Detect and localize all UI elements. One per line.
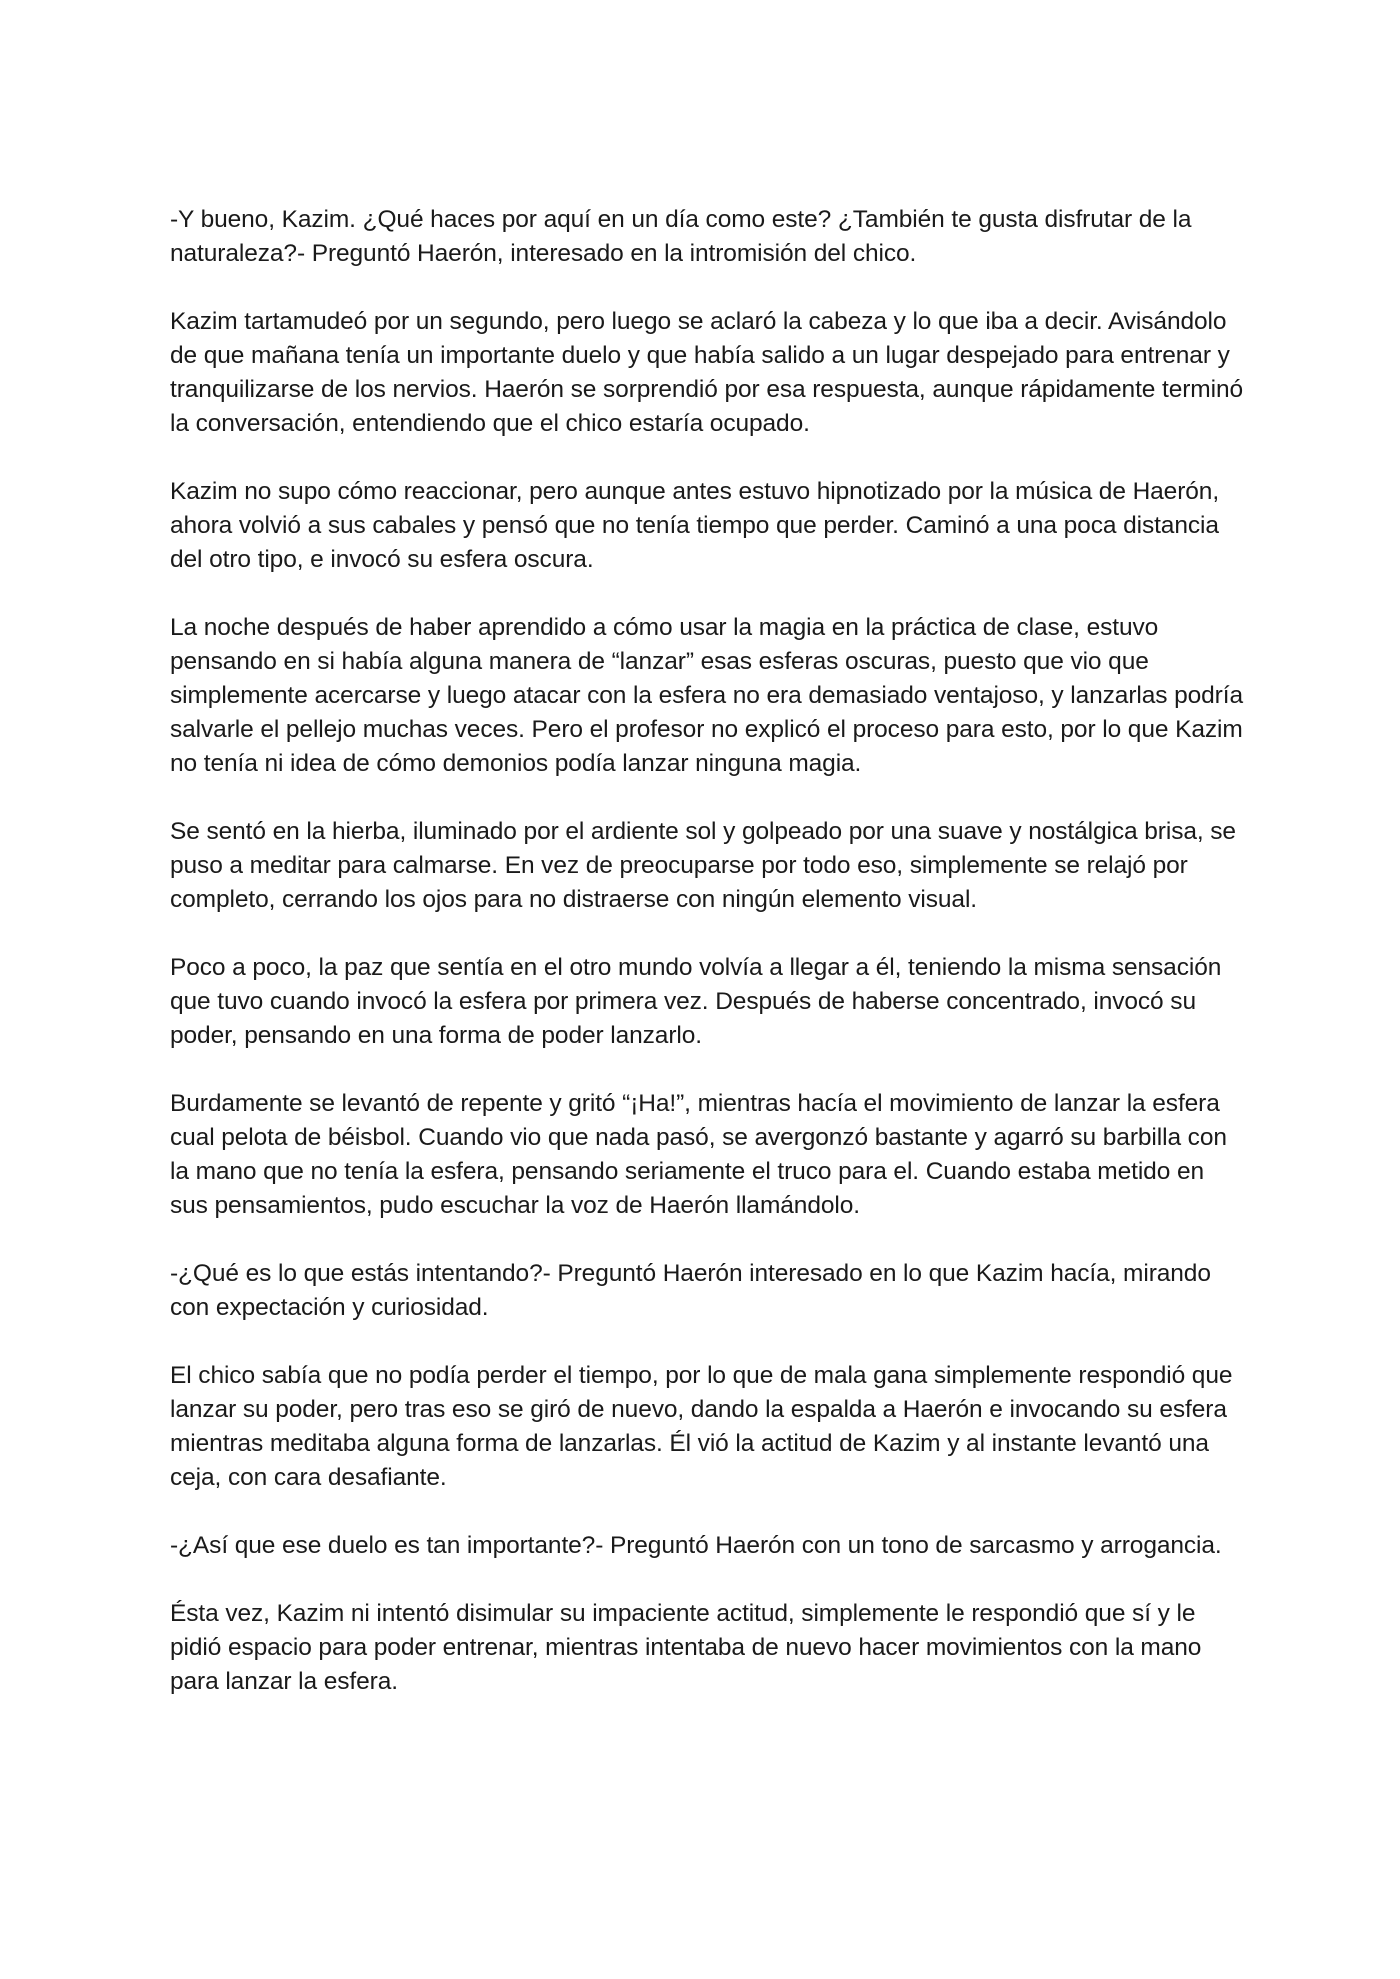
paragraph: Burdamente se levantó de repente y gritó “¡Ha!”, mientras hacía el movimiento de lanzar la esfera cual pelota de béisbol. Cuando vio que nada pasó, se avergonzó bastante y agarró su barbilla con la mano que no tenía la esfera, pensando seriamente el truco para el. Cuando estaba metido en sus pensamientos, pudo escuchar la voz de Haerón llamándolo. — [170, 1090, 1227, 1219]
paragraph: Kazim no supo cómo reaccionar, pero aunque antes estuvo hipnotizado por la música de Haerón, ahora volvió a sus cabales y pensó que no tenía tiempo que perder. Caminó a una poca distancia del otro tipo, e invocó su esfera oscura. — [170, 478, 1220, 573]
paragraph: -Y bueno, Kazim. ¿Qué haces por aquí en un día como este? ¿También te gusta disfrutar de la naturaleza?- Preguntó Haerón, interesado en la intromisión del chico. — [170, 206, 1192, 267]
paragraph: Ésta vez, Kazim ni intentó disimular su impaciente actitud, simplemente le respondió que sí y le pidió espacio para poder entrenar, mientras intentaba de nuevo hacer movimientos con la mano para lanzar la esfera. — [170, 1600, 1202, 1695]
paragraph: Poco a poco, la paz que sentía en el otro mundo volvía a llegar a él, teniendo la misma sensación que tuvo cuando invocó la esfera por primera vez. Después de haberse concentrado, invocó su poder, pensando en una forma de poder lanzarlo. — [170, 954, 1222, 1049]
paragraph: El chico sabía que no podía perder el tiempo, por lo que de mala gana simplemente respondió que lanzar su poder, pero tras eso se giró de nuevo, dando la espalda a Haerón e invocando su esfera mientras meditaba alguna forma de lanzarlas. Él vió la actitud de Kazim y al instante levantó una ceja, con cara desafiante. — [170, 1362, 1233, 1491]
body-text — [170, 203, 1245, 1699]
paragraph: -¿Así que ese duelo es tan importante?- Preguntó Haerón con un tono de sarcasmo y arrogancia. — [170, 1532, 1222, 1559]
paragraph: Kazim tartamudeó por un segundo, pero luego se aclaró la cabeza y lo que iba a decir. Avisándolo de que mañana tenía un importante duelo y que había salido a un lugar despejado para entrenar y tranquilizarse de los nervios. Haerón se sorprendió por esa respuesta, aunque rápidamente terminó la conversación, entendiendo que el chico estaría ocupado. — [170, 308, 1244, 437]
paragraph: -¿Qué es lo que estás intentando?- Preguntó Haerón interesado en lo que Kazim hacía, mirando con expectación y curiosidad. — [170, 1260, 1211, 1321]
paragraph: La noche después de haber aprendido a cómo usar la magia en la práctica de clase, estuvo pensando en si había alguna manera de “lanzar” esas esferas oscuras, puesto que vio que simplemente acercarse y luego atacar con la esfera no era demasiado ventajoso, y lanzarlas podría salvarle el pellejo muchas veces. Pero el profesor no explicó el proceso para esto, por lo que Kazim no tenía ni idea de cómo demonios podía lanzar ninguna magia. — [170, 614, 1243, 777]
paragraph: Se sentó en la hierba, iluminado por el ardiente sol y golpeado por una suave y nostálgica brisa, se puso a meditar para calmarse. En vez de preocuparse por todo eso, simplemente se relajó por completo, cerrando los ojos para no distraerse con ningún elemento visual. — [170, 818, 1236, 913]
